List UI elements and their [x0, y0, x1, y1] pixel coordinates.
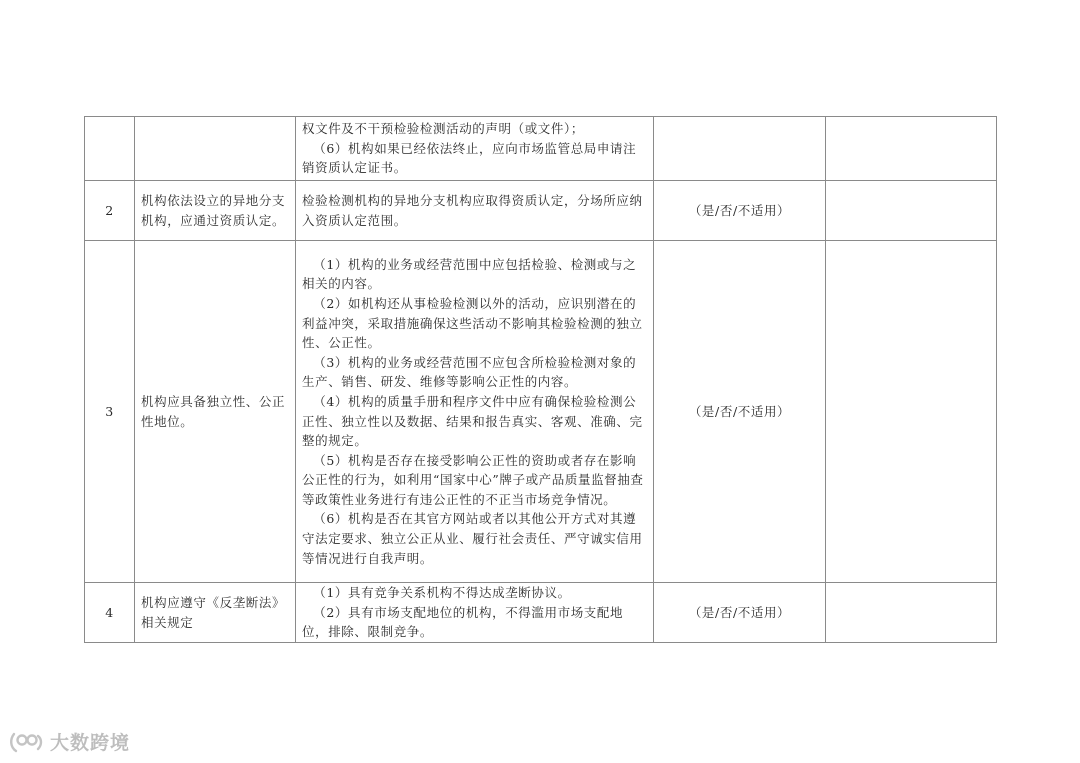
content-line: （6）机构如果已经依法终止，应向市场监管总局申请注销资质认定证书。: [302, 140, 637, 176]
remark-cell: [826, 181, 997, 241]
row-number: 4: [85, 583, 135, 643]
content-line: 检验检测机构的异地分支机构应取得资质认定，分场所应纳入资质认定范围。: [302, 192, 643, 228]
row-number: 2: [85, 181, 135, 241]
remark-cell: [826, 117, 997, 181]
content-line: （2）具有市场支配地位的机构，不得滥用市场支配地位，排除、限制竞争。: [302, 604, 624, 640]
brand-logo-icon: [8, 729, 46, 755]
content-line: （1）机构的业务或经营范围中应包括检验、检测或与之相关的内容。: [302, 256, 637, 292]
check-result: （是/否/不适用）: [654, 181, 826, 241]
content-line: （6）机构是否在其官方网站或者以其他公开方式对其遵守法定要求、独立公正从业、履行社会责任、严守诚实信用等情况进行自我声明。: [302, 511, 643, 566]
check-result: （是/否/不适用）: [654, 241, 826, 583]
content-line: （1）具有竞争关系机构不得达成垄断协议。: [313, 585, 571, 601]
content-line: （4）机构的质量手册和程序文件中应有确保检验检测公正性、独立性以及数据、结果和报告真实、客观、准确、完整的规定。: [302, 393, 643, 449]
content-line: （3）机构的业务或经营范围不应包含所检验检测对象的生产、销售、研发、维修等影响公正性的内容。: [302, 354, 637, 390]
check-content: [296, 117, 654, 181]
check-content: [296, 181, 654, 241]
check-item: 机构应具备独立性、公正性地位。: [135, 241, 296, 583]
table-row: [85, 241, 997, 583]
watermark: [8, 728, 130, 755]
check-item: [135, 117, 296, 181]
table-row: [85, 583, 997, 643]
check-content: [296, 241, 654, 583]
check-result: [654, 117, 826, 181]
check-content: [296, 583, 654, 643]
content-line: （2）如机构还从事检验检测以外的活动，应识别潜在的利益冲突，采取措施确保这些活动不影响其检验检测的独立性、公正性。: [302, 295, 643, 351]
check-item: 机构应遵守《反垄断法》相关规定: [135, 583, 296, 643]
check-result: （是/否/不适用）: [654, 583, 826, 643]
remark-cell: [826, 241, 997, 583]
table-row: [85, 181, 997, 241]
row-number: 3: [85, 241, 135, 583]
content-line: （5）机构是否存在接受影响公正性的资助或者存在影响公正性的行为，如利用“国家中心”牌子或产品质量监督抽查等政策性业务进行有违公正性的不正当市场竞争情况。: [302, 452, 644, 507]
row-number: [85, 117, 135, 181]
check-item: 机构依法设立的异地分支机构，应通过资质认定。: [135, 181, 296, 241]
remark-cell: [826, 583, 997, 643]
table-row: [85, 117, 997, 181]
watermark-text: 大数跨境: [50, 732, 131, 754]
content-line: 权文件及不干预检验检测活动的声明（或文件）；: [302, 121, 584, 137]
review-table: [84, 116, 997, 643]
